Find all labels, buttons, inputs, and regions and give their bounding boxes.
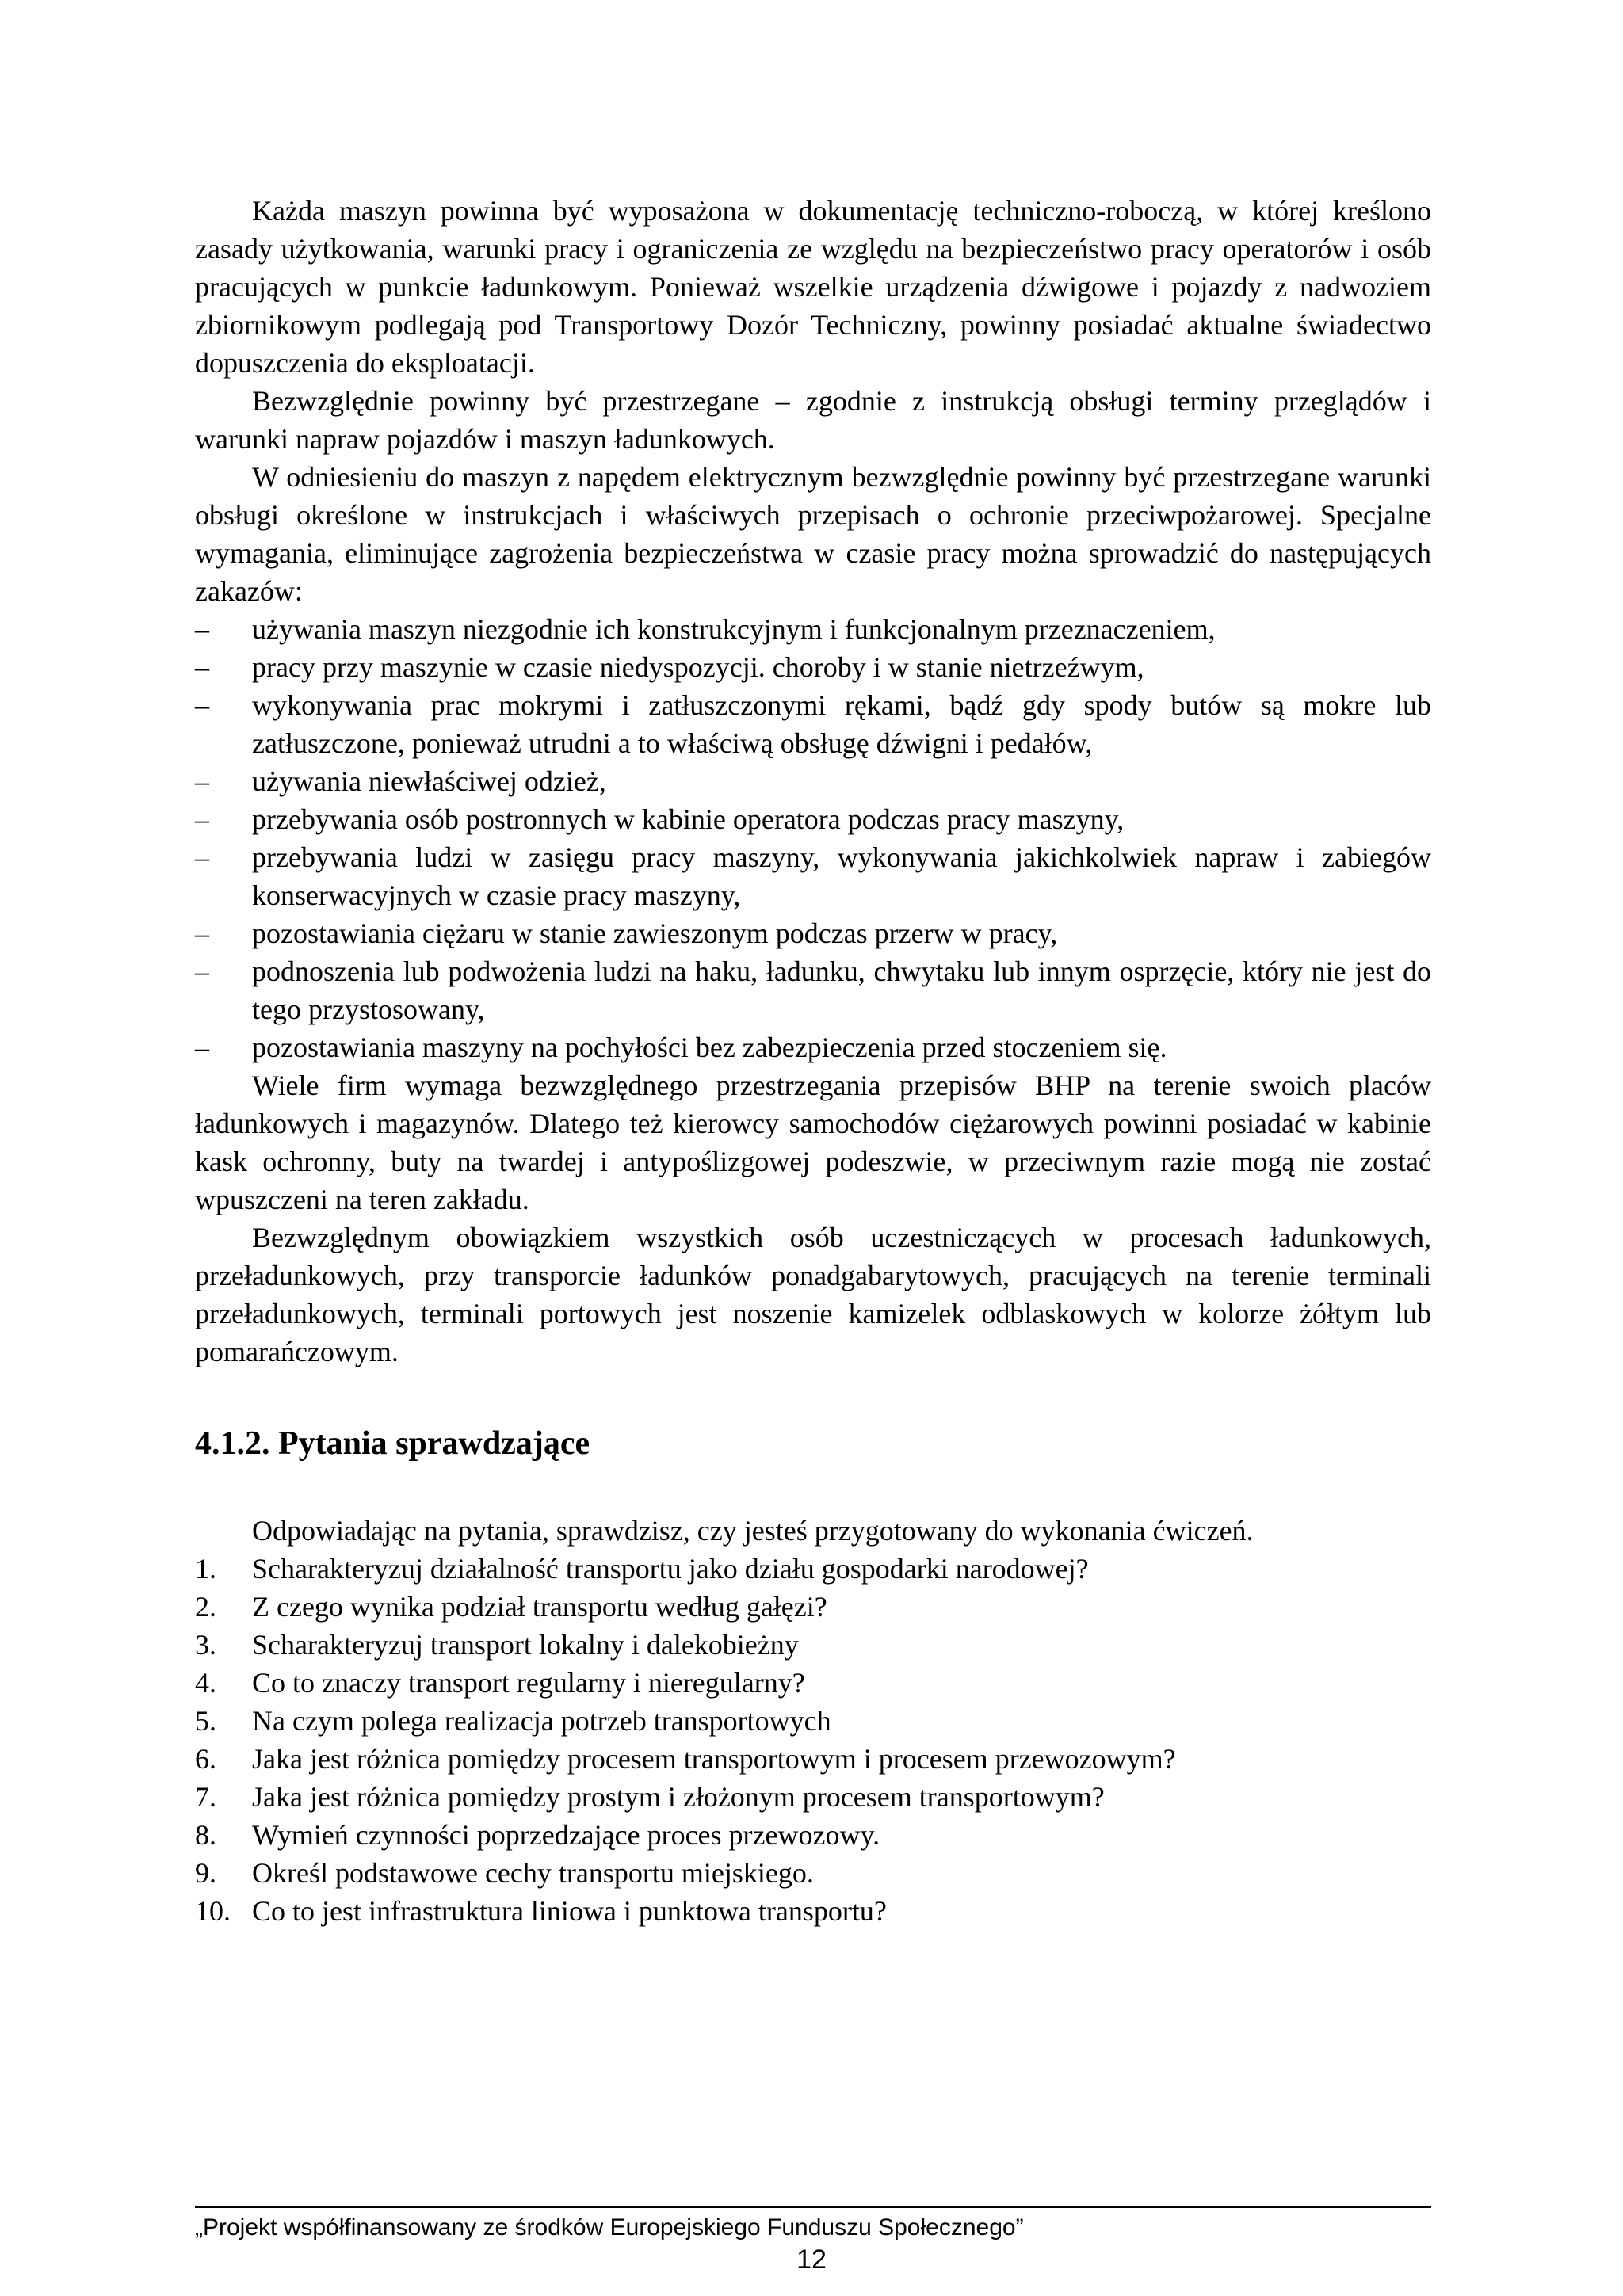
list-item (195, 648, 1431, 686)
question-text: Jaka jest różnica pomiędzy procesem transportowym i procesem przewozowym? (252, 1743, 1176, 1775)
list-item-text: używania maszyn niezgodnie ich konstrukcyjnym i funkcjonalnym przeznaczeniem, (252, 613, 1216, 645)
list-item (195, 610, 1431, 648)
question-item (195, 1702, 1431, 1740)
question-item (195, 1664, 1431, 1702)
list-item (195, 914, 1431, 952)
paragraph: Bezwzględnym obowiązkiem wszystkich osób uczestniczących w procesach ładunkowych, przeładunkowych, przy transporcie ładunków ponadgabarytowych, pracujących na terenie terminali przeładunkowych, terminali portowych jest noszenie kamizelek odblaskowych w kolorze żółtym lub pomarańczowym. (195, 1222, 1431, 1367)
footer-text: „Projekt współfinansowany ze środków Europejskiego Funduszu Społecznego” (195, 2214, 1024, 2241)
question-item (195, 1626, 1431, 1664)
question-number: 2. (195, 1591, 216, 1623)
question-text: Scharakteryzuj transport lokalny i dalekobieżny (252, 1629, 799, 1661)
question-number: 10. (195, 1895, 231, 1927)
list-item-text: podnoszenia lub podwożenia ludzi na haku, ładunku, chwytaku lub innym osprzęcie, który nie jest do tego przystosowany, (252, 955, 1431, 1025)
list-item (195, 838, 1431, 914)
dash-marker: – (195, 689, 209, 721)
list-item-text: wykonywania prac mokrymi i zatłuszczonymi rękami, bądź gdy spody butów są mokre lub zatłuszczone, ponieważ utrudni a to właściwą obsługę dźwigni i pedałów, (252, 689, 1431, 759)
question-number: 7. (195, 1781, 216, 1813)
question-item (195, 1550, 1431, 1588)
question-item (195, 1778, 1431, 1816)
dash-marker: – (195, 1032, 209, 1063)
question-text: Co to jest infrastruktura liniowa i punktowa transportu? (252, 1895, 887, 1927)
question-number: 9. (195, 1857, 216, 1889)
question-text: Określ podstawowe cechy transportu miejskiego. (252, 1857, 814, 1889)
dash-marker: – (195, 841, 209, 873)
list-item (195, 952, 1431, 1028)
question-text: Z czego wynika podział transportu według gałęzi? (252, 1591, 827, 1623)
page-body (195, 192, 1431, 1930)
questions-list (195, 1550, 1431, 1930)
question-number: 1. (195, 1553, 216, 1585)
dash-marker: – (195, 955, 209, 987)
paragraph: W odniesieniu do maszyn z napędem elektrycznym bezwzględnie powinny być przestrzegane warunki obsługi określone w instrukcjach i właściwych przepisach o ochronie przeciwpożarowej. Specjalne wymagania, eliminujące zagrożenia bezpieczeństwa w czasie pracy można sprowadzić do następujących zakazów: (195, 461, 1431, 607)
footer-divider (195, 2206, 1431, 2208)
question-item (195, 1892, 1431, 1930)
question-text: Jaka jest różnica pomiędzy prostym i złożonym procesem transportowym? (252, 1781, 1105, 1813)
question-text: Co to znaczy transport regularny i nieregularny? (252, 1667, 805, 1699)
list-item (195, 800, 1431, 838)
question-text: Scharakteryzuj działalność transportu jako działu gospodarki narodowej? (252, 1553, 1089, 1585)
paragraph: Każda maszyn powinna być wyposażona w dokumentację techniczno-roboczą, w której kreślono zasady użytkowania, warunki pracy i ograniczenia ze względu na bezpieczeństwo pracy operatorów i osób pracujących w punkcie ładunkowym. Ponieważ wszelkie urządzenia dźwigowe i pojazdy z nadwoziem zbiornikowym podlegają pod Transportowy Dozór Techniczny, powinny posiadać aktualne świadectwo dopuszczenia do eksploatacji. (195, 195, 1431, 379)
question-item (195, 1740, 1431, 1778)
list-item-text: używania niewłaściwej odzież, (252, 765, 606, 797)
dash-marker: – (195, 613, 209, 645)
section-heading: 4.1.2. Pytania sprawdzające (195, 1425, 590, 1462)
list-item (195, 686, 1431, 762)
list-item (195, 762, 1431, 800)
list-item (195, 1028, 1431, 1066)
question-number: 8. (195, 1819, 216, 1851)
section-intro: Odpowiadając na pytania, sprawdzisz, czy jesteś przygotowany do wykonania ćwiczeń. (252, 1515, 1254, 1547)
paragraph: Bezwzględnie powinny być przestrzegane – zgodnie z instrukcją obsługi terminy przeglądów i warunki napraw pojazdów i maszyn ładunkowych. (195, 385, 1431, 455)
question-item (195, 1588, 1431, 1626)
dash-marker: – (195, 765, 209, 797)
list-item-text: pozostawiania ciężaru w stanie zawieszonym podczas przerw w pracy, (252, 917, 1058, 949)
question-text: Na czym polega realizacja potrzeb transportowych (252, 1705, 831, 1737)
list-item-text: przebywania osób postronnych w kabinie operatora podczas pracy maszyny, (252, 803, 1125, 835)
question-number: 6. (195, 1743, 216, 1775)
question-number: 3. (195, 1629, 216, 1661)
question-number: 5. (195, 1705, 216, 1737)
list-item-text: pozostawiania maszyny na pochyłości bez zabezpieczenia przed stoczeniem się. (252, 1032, 1167, 1063)
dash-marker: – (195, 651, 209, 683)
list-item-text: pracy przy maszynie w czasie niedyspozycji. choroby i w stanie nietrzeźwym, (252, 651, 1144, 683)
page-number: 12 (796, 2245, 827, 2275)
question-item (195, 1854, 1431, 1892)
dash-marker: – (195, 803, 209, 835)
paragraph: Wiele firm wymaga bezwzględnego przestrzegania przepisów BHP na terenie swoich placów ładunkowych i magazynów. Dlatego też kierowcy samochodów ciężarowych powinni posiadać w kabinie kask ochronny, buty na twardej i antypoślizgowej podeszwie, w przeciwnym razie mogą nie zostać wpuszczeni na teren zakładu. (195, 1070, 1431, 1215)
dash-marker: – (195, 917, 209, 949)
question-number: 4. (195, 1667, 216, 1699)
list-item-text: przebywania ludzi w zasięgu pracy maszyny, wykonywania jakichkolwiek napraw i zabiegów konserwacyjnych w czasie pracy maszyny, (252, 841, 1431, 911)
question-text: Wymień czynności poprzedzające proces przewozowy. (252, 1819, 880, 1851)
prohibitions-list (195, 610, 1431, 1066)
question-item (195, 1816, 1431, 1854)
